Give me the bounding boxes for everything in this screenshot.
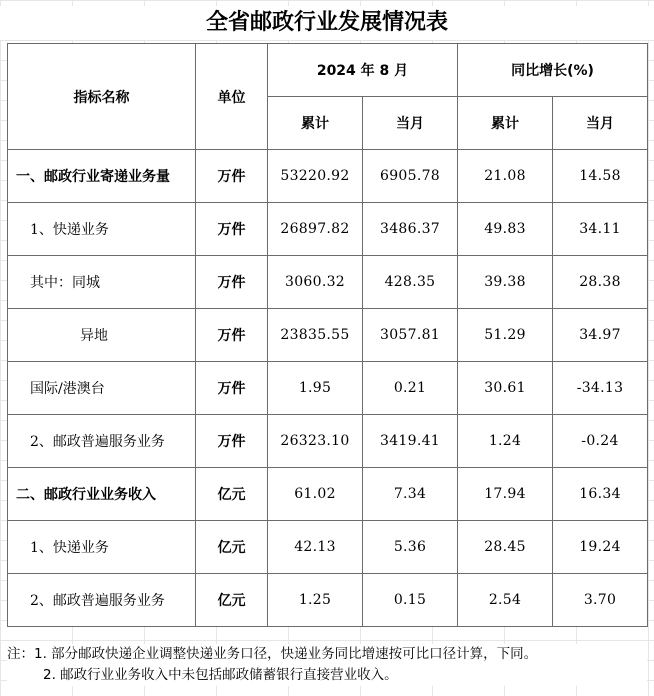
page-title: 全省邮政行业发展情况表	[0, 6, 654, 40]
header-period: 2024 年 8 月	[268, 44, 458, 97]
row-current-month: 3057.81	[363, 309, 458, 362]
header-current-month: 当月	[363, 97, 458, 150]
row-name: 异地	[8, 309, 196, 362]
row-name: 国际/港澳台	[8, 362, 196, 415]
row-name: 其中：同城	[8, 256, 196, 309]
row-current-month: 7.34	[363, 468, 458, 521]
row-name: 1、快递业务	[8, 203, 196, 256]
row-unit: 万件	[196, 256, 268, 309]
row-cumulative: 26897.82	[268, 203, 363, 256]
row-current-month: 428.35	[363, 256, 458, 309]
row-growth-current-month: -0.24	[553, 415, 648, 468]
row-growth-cumulative: 51.29	[458, 309, 553, 362]
statistics-table	[7, 43, 648, 627]
row-cumulative: 53220.92	[268, 150, 363, 203]
footnote-2: 2. 邮政行业业务收入中未包括邮政储蓄银行直接营业收入。	[43, 667, 398, 683]
row-growth-current-month: 14.58	[553, 150, 648, 203]
row-growth-current-month: 34.11	[553, 203, 648, 256]
row-current-month: 0.15	[363, 574, 458, 627]
row-unit: 亿元	[196, 521, 268, 574]
row-growth-current-month: -34.13	[553, 362, 648, 415]
row-growth-cumulative: 17.94	[458, 468, 553, 521]
row-growth-current-month: 19.24	[553, 521, 648, 574]
row-cumulative: 61.02	[268, 468, 363, 521]
table-row	[8, 309, 648, 362]
row-unit: 万件	[196, 150, 268, 203]
header-indicator-name: 指标名称	[8, 44, 196, 150]
row-growth-current-month: 3.70	[553, 574, 648, 627]
row-unit: 万件	[196, 309, 268, 362]
row-growth-cumulative: 2.54	[458, 574, 553, 627]
row-unit: 万件	[196, 415, 268, 468]
row-growth-cumulative: 49.83	[458, 203, 553, 256]
row-cumulative: 42.13	[268, 521, 363, 574]
footnotes	[7, 644, 647, 686]
row-cumulative: 23835.55	[268, 309, 363, 362]
row-growth-current-month: 34.97	[553, 309, 648, 362]
row-cumulative: 26323.10	[268, 415, 363, 468]
row-cumulative: 1.25	[268, 574, 363, 627]
row-growth-current-month: 28.38	[553, 256, 648, 309]
row-current-month: 6905.78	[363, 150, 458, 203]
table-row	[8, 256, 648, 309]
row-growth-cumulative: 1.24	[458, 415, 553, 468]
row-name: 2、邮政普遍服务业务	[8, 574, 196, 627]
table-row	[8, 150, 648, 203]
header-growth: 同比增长(%)	[458, 44, 648, 97]
header-growth-cumulative: 累计	[458, 97, 553, 150]
table-row	[8, 203, 648, 256]
row-growth-cumulative: 30.61	[458, 362, 553, 415]
table-row	[8, 362, 648, 415]
row-unit: 亿元	[196, 468, 268, 521]
table-row	[8, 468, 648, 521]
header-growth-current-month: 当月	[553, 97, 648, 150]
row-cumulative: 1.95	[268, 362, 363, 415]
row-growth-cumulative: 39.38	[458, 256, 553, 309]
header-unit: 单位	[196, 44, 268, 150]
row-unit: 万件	[196, 362, 268, 415]
row-growth-current-month: 16.34	[553, 468, 648, 521]
row-current-month: 3419.41	[363, 415, 458, 468]
row-name: 一、邮政行业寄递业务量	[8, 150, 196, 203]
row-growth-cumulative: 21.08	[458, 150, 553, 203]
table-header-row	[8, 44, 648, 97]
footnote-1: 注：1. 部分邮政快递企业调整快递业务口径，快递业务同比增速按可比口径计算，下同。	[7, 646, 538, 662]
row-cumulative: 3060.32	[268, 256, 363, 309]
table-row	[8, 415, 648, 468]
row-unit: 万件	[196, 203, 268, 256]
row-name: 2、邮政普遍服务业务	[8, 415, 196, 468]
table-row	[8, 574, 648, 627]
row-growth-cumulative: 28.45	[458, 521, 553, 574]
row-unit: 亿元	[196, 574, 268, 627]
row-name: 二、邮政行业业务收入	[8, 468, 196, 521]
table-row	[8, 521, 648, 574]
row-current-month: 3486.37	[363, 203, 458, 256]
row-current-month: 5.36	[363, 521, 458, 574]
row-current-month: 0.21	[363, 362, 458, 415]
header-cumulative: 累计	[268, 97, 363, 150]
row-name: 1、快递业务	[8, 521, 196, 574]
